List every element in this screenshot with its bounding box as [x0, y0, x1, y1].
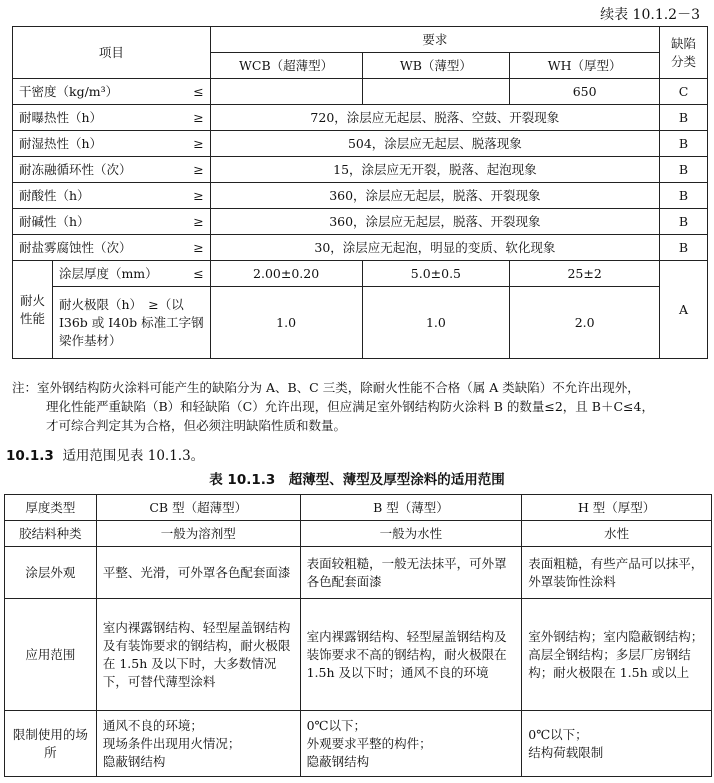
h-cell: 表面粗糙，有些产品可以抹平，外罩装饰性涂料 [522, 547, 712, 599]
table-row [13, 287, 708, 359]
row-label: 干密度（kg/m³） ≤ [13, 79, 211, 105]
h-cell: 室外钢结构；室内隐蔽钢结构；高层全钢结构；多层厂房钢结构；耐火极限在 1.5h 或以上 [522, 599, 712, 711]
row-label: 涂层厚度（mm） ≤ [52, 261, 210, 287]
header-b: B 型（薄型） [300, 495, 522, 521]
header-cb: CB 型（超薄型） [96, 495, 300, 521]
b-cell: 室内裸露钢结构、轻型屋盖钢结构及装饰要求不高的钢结构，耐火极限在 1.5h 及以下时；通风不良的环境 [300, 599, 522, 711]
section-number: 10.1.3 [6, 448, 54, 464]
wb-cell: 5.0±0.5 [362, 261, 510, 287]
table-row [13, 131, 708, 157]
table-row [13, 183, 708, 209]
defect-cell: C [660, 79, 708, 105]
wcb-cell: 1.0 [210, 287, 362, 359]
defect-cell: B [660, 105, 708, 131]
b-cell: 一般为水性 [300, 521, 522, 547]
table-row [5, 547, 712, 599]
header-h: H 型（厚型） [522, 495, 712, 521]
section-heading [6, 444, 204, 464]
defect-cell: B [660, 183, 708, 209]
h-cell: 水性 [522, 521, 712, 547]
table-row [5, 521, 712, 547]
b-cell: 0℃以下； 外观要求平整的构件； 隐蔽钢结构 [300, 711, 522, 777]
table-row [5, 711, 712, 777]
row-label: 应用范围 [5, 599, 97, 711]
defect-cell: B [660, 131, 708, 157]
header-item: 项目 [13, 27, 211, 79]
cb-cell: 一般为溶剂型 [96, 521, 300, 547]
table-caption: 表 10.1.3 超薄型、薄型及厚型涂料的适用范围 [209, 472, 505, 488]
header-wh: WH（厚型） [510, 53, 660, 79]
wb-cell: 1.0 [362, 287, 510, 359]
b-cell: 表面较粗糙，一般无法抹平，可外罩各色配套面漆 [300, 547, 522, 599]
header-thickness-type: 厚度类型 [5, 495, 97, 521]
header-wcb: WCB（超薄型） [210, 53, 362, 79]
table-row [13, 235, 708, 261]
row-label: 耐火极限（h） ≥（以 I36b 或 I40b 标准工字钢梁作基材） [52, 287, 210, 359]
row-label: 耐盐雾腐蚀性（次） ≥ [13, 235, 211, 261]
h-cell: 0℃以下； 结构荷载限制 [522, 711, 712, 777]
header-requirement: 要求 [210, 27, 659, 53]
wcb-cell [210, 79, 362, 105]
table-row [13, 261, 708, 287]
properties-table [12, 26, 708, 359]
requirement-cell: 360，涂层应无起层，脱落、开裂现象 [210, 183, 659, 209]
wh-cell: 650 [510, 79, 660, 105]
defect-cell: A [660, 261, 708, 359]
wh-cell: 2.0 [510, 287, 660, 359]
cb-cell: 通风不良的环境； 现场条件出现用火情况； 隐蔽钢结构 [96, 711, 300, 777]
table-row [13, 105, 708, 131]
requirement-cell: 15，涂层应无开裂，脱落、起泡现象 [210, 157, 659, 183]
cb-cell: 平整、光滑，可外罩各色配套面漆 [96, 547, 300, 599]
row-label: 涂层外观 [5, 547, 97, 599]
requirement-cell: 720，涂层应无起层、脱落、空鼓、开裂现象 [210, 105, 659, 131]
continued-table-label: 续表 10.1.2－3 [600, 7, 700, 23]
wh-cell: 25±2 [510, 261, 660, 287]
row-label: 胶结料种类 [5, 521, 97, 547]
wb-cell [362, 79, 510, 105]
table-row [5, 599, 712, 711]
defect-cell: B [660, 235, 708, 261]
requirement-cell: 30，涂层应无起泡，明显的变质、软化现象 [210, 235, 659, 261]
table-row [13, 79, 708, 105]
row-label: 耐碱性（h） ≥ [13, 209, 211, 235]
scope-table [4, 494, 712, 777]
requirement-cell: 504，涂层应无起层、脱落现象 [210, 131, 659, 157]
header-wb: WB（薄型） [362, 53, 510, 79]
section-text: 适用范围见表 10.1.3。 [62, 448, 205, 464]
defect-cell: B [660, 209, 708, 235]
header-defect: 缺陷分类 [660, 27, 708, 79]
table-row [13, 157, 708, 183]
table-row [13, 209, 708, 235]
requirement-cell: 360，涂层应无起层，脱落、开裂现象 [210, 209, 659, 235]
row-label: 耐酸性（h） ≥ [13, 183, 211, 209]
row-label: 限制使用的场所 [5, 711, 97, 777]
defect-cell: B [660, 157, 708, 183]
row-label: 耐湿热性（h） ≥ [13, 131, 211, 157]
fire-group-label: 耐火性能 [13, 261, 53, 359]
table-note: 注：室外钢结构防火涂料可能产生的缺陷分为 A、B、C 三类，除耐火性能不合格（属 A 类缺陷）不允许出现外， 理化性能严重缺陷（B）和轻缺陷（C）允许出现，但应满足室外钢结构防火涂料 B 的数量≤2，且 B＋C≤4， 才可综合判定其为合格，但必须注明缺陷性质和数量。 [12, 380, 654, 433]
cb-cell: 室内裸露钢结构、轻型屋盖钢结构及有装饰要求的钢结构，耐火极限在 1.5h 及以下时，大多数情况下，可替代薄型涂料 [96, 599, 300, 711]
row-label: 耐曝热性（h） ≥ [13, 105, 211, 131]
row-label: 耐冻融循环性（次） ≥ [13, 157, 211, 183]
wcb-cell: 2.00±0.20 [210, 261, 362, 287]
